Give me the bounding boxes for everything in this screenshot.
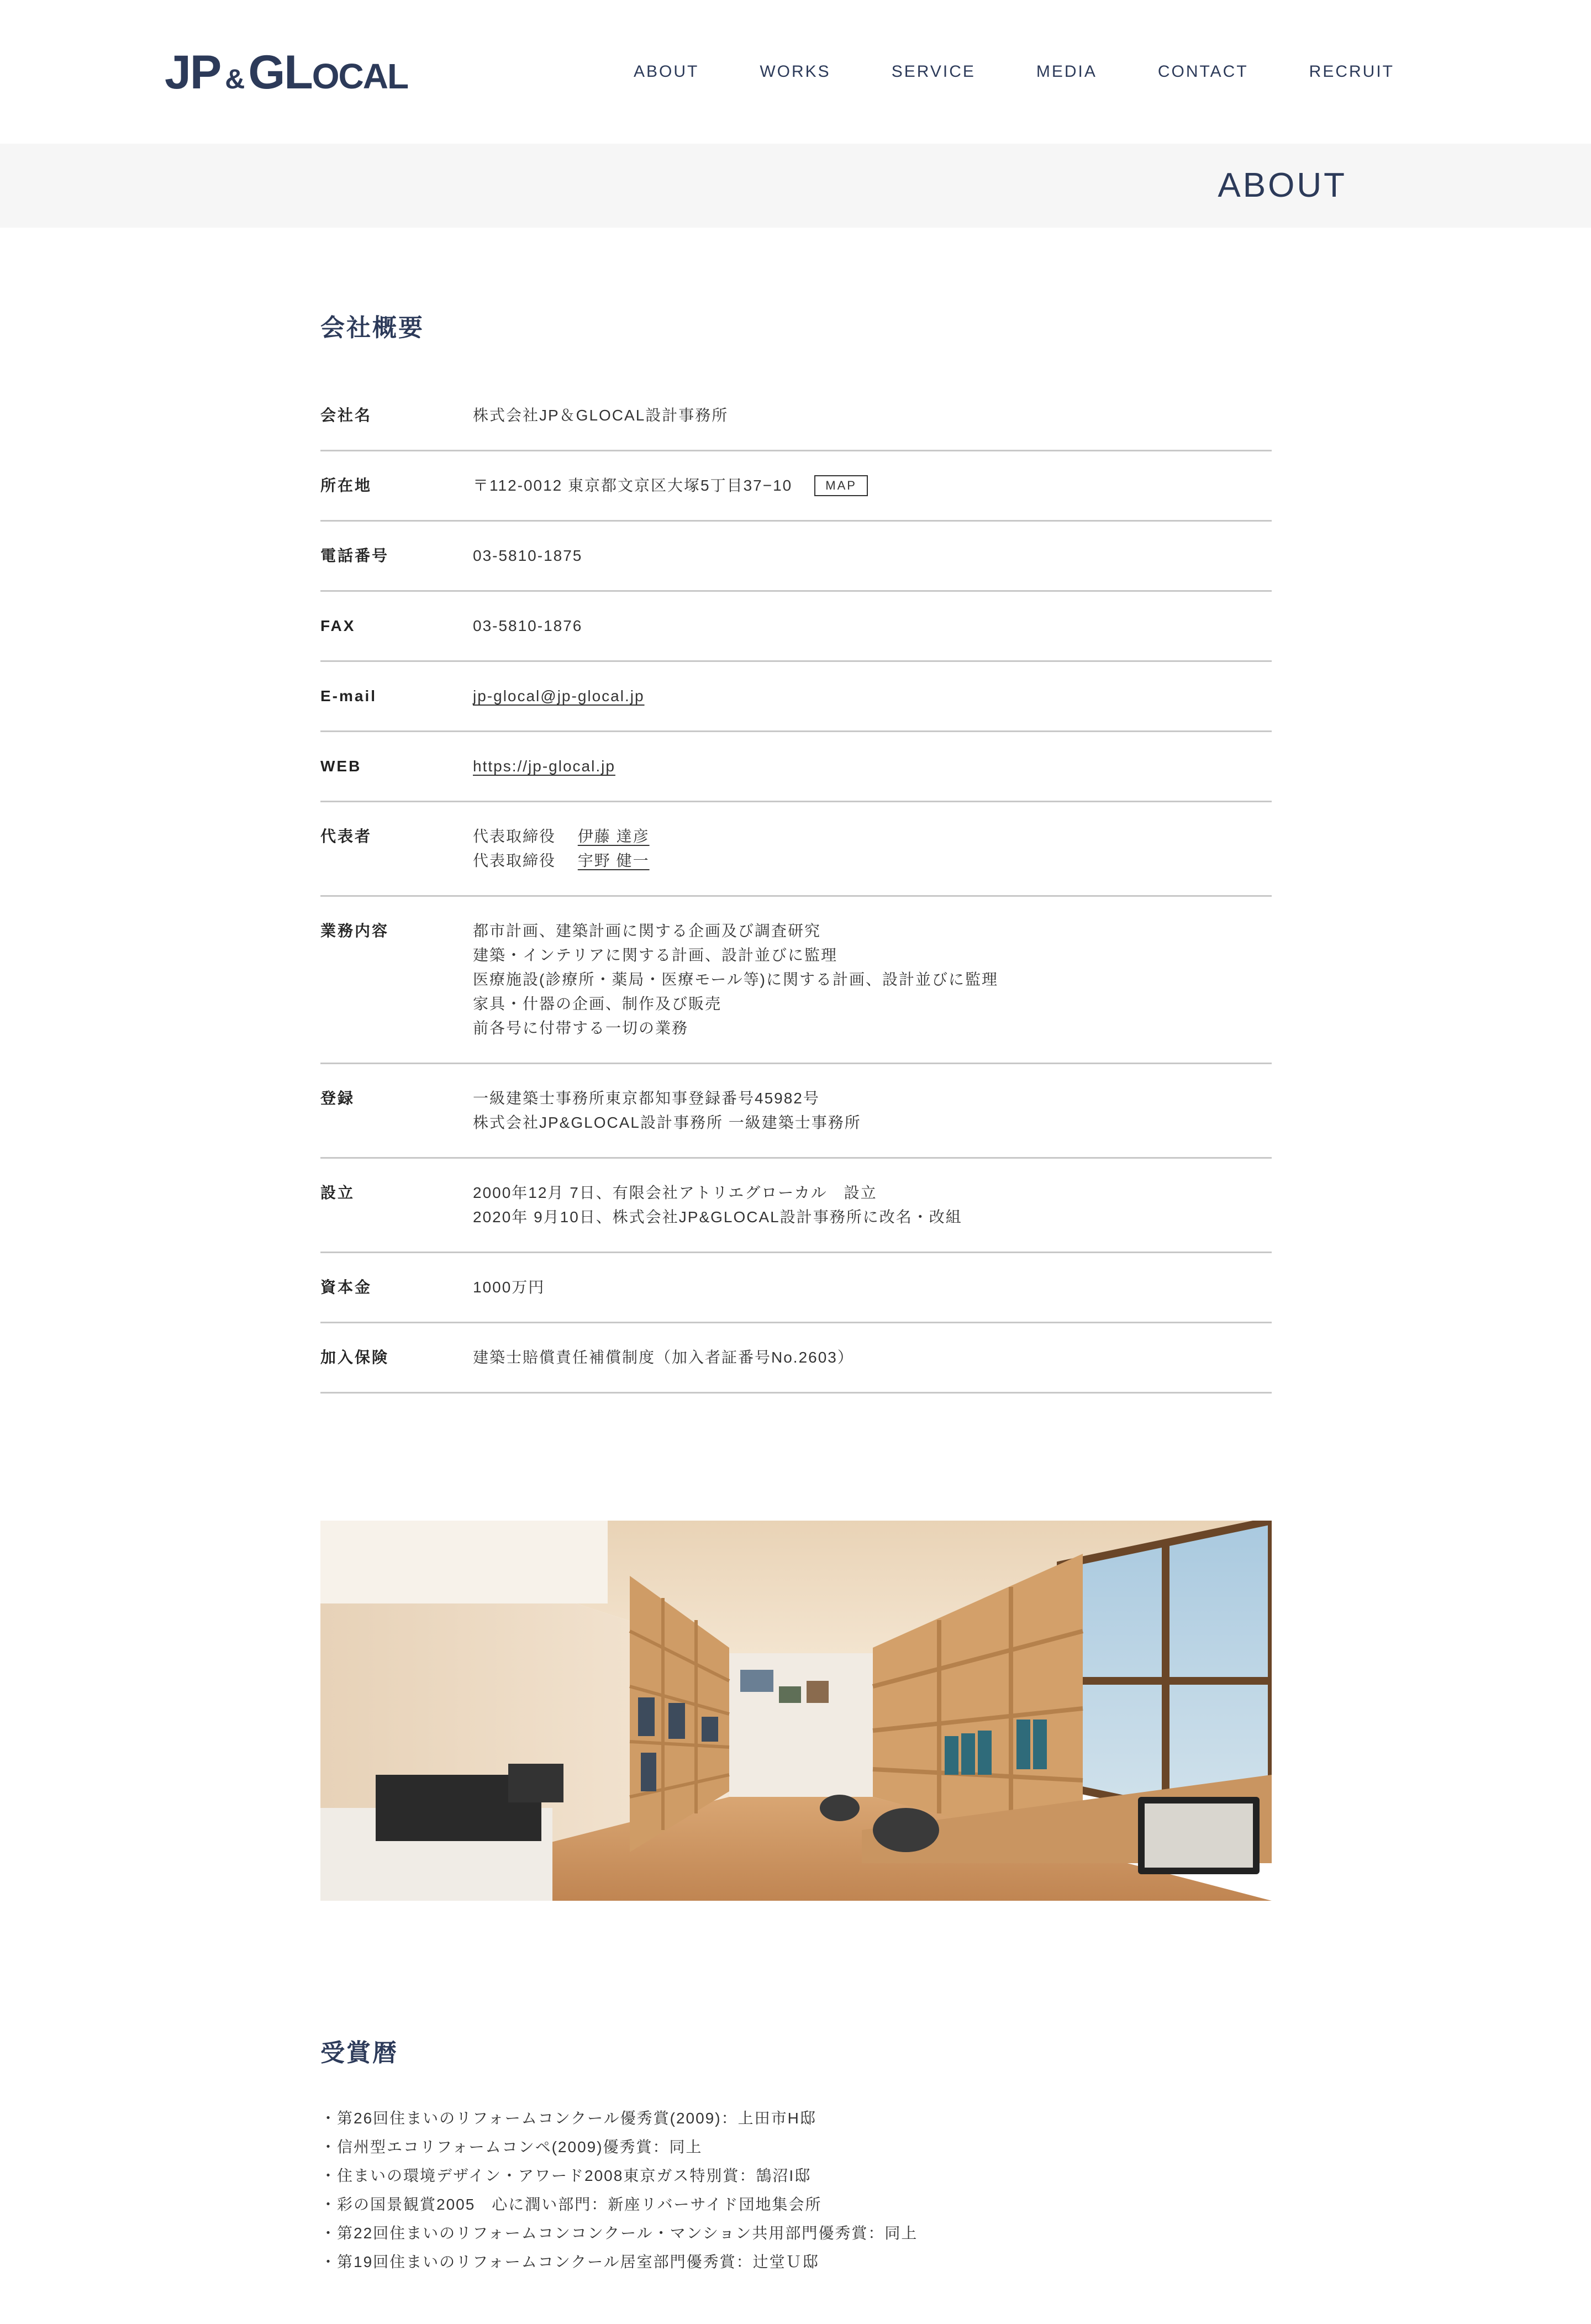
established-line: 2020年 9月10日、株式会社JP&GLOCAL設計事務所に改名・改組 (473, 1208, 962, 1226)
site-header (0, 0, 1591, 144)
awards-heading: 受賞暦 (320, 2039, 398, 2067)
row-label: 所在地 (320, 477, 372, 494)
profile-row-representatives (320, 802, 1272, 897)
company-profile-heading: 会社概要 (320, 314, 424, 341)
row-label: WEB (320, 758, 362, 775)
business-line: 前各号に付帯する一切の業務 (473, 1019, 689, 1037)
insurance-value: 建築士賠償責任補償制度（加入者証番号No.2603） (473, 1349, 854, 1366)
profile-row-fax (320, 592, 1272, 662)
fax-value: 03-5810-1876 (473, 617, 583, 634)
row-label: 設立 (320, 1184, 355, 1201)
address-text: 〒112-0012 東京都文京区大塚5丁目37−10 (473, 477, 793, 494)
web-value (473, 754, 1272, 779)
tel-value: 03-5810-1875 (473, 547, 583, 564)
row-label: 業務内容 (320, 922, 389, 939)
logo-ocal: OCAL (312, 56, 408, 96)
map-button[interactable]: MAP (814, 475, 868, 496)
row-label: FAX (320, 617, 356, 634)
site-logo[interactable] (165, 46, 408, 99)
row-label: 電話番号 (320, 547, 389, 564)
business-value (473, 919, 1272, 1040)
profile-row-web (320, 732, 1272, 802)
nav-recruit[interactable]: RECRUIT (1309, 62, 1394, 81)
representative-link[interactable]: 伊藤 達彦 (577, 828, 650, 845)
company-profile-table (320, 381, 1272, 1394)
award-item: ・第26回住まいのリフォームコンクール優秀賞(2009)：上田市H邸 (320, 2110, 816, 2127)
award-item: ・信州型エコリフォームコンペ(2009)優秀賞：同上 (320, 2138, 703, 2155)
email-value (473, 684, 1272, 708)
awards-list (320, 2104, 918, 2276)
representative-1 (473, 824, 1272, 849)
award-item: ・住まいの環境デザイン・アワード2008東京ガス特別賞：鵠沼I邸 (320, 2167, 812, 2184)
nav-about[interactable]: ABOUT (634, 62, 699, 81)
office-interior-image (320, 1521, 1272, 1901)
company-name: 株式会社JP＆GLOCAL設計事務所 (473, 407, 729, 424)
profile-row-tel (320, 522, 1272, 592)
profile-row-capital (320, 1253, 1272, 1323)
registration-line: 株式会社JP&GLOCAL設計事務所 一級建築士事務所 (473, 1114, 861, 1131)
row-label: 会社名 (320, 407, 372, 424)
representatives-value (473, 824, 1272, 873)
award-item: ・第19回住まいのリフォームコンクール居室部門優秀賞：辻堂Ｕ邸 (320, 2253, 819, 2270)
logo-jp: JP (165, 46, 221, 99)
established-line: 2000年12月 7日、有限会社アトリエグローカル 設立 (473, 1184, 877, 1201)
business-line: 家具・什器の企画、制作及び販売 (473, 995, 722, 1012)
row-label: E-mail (320, 687, 377, 704)
profile-row-email (320, 662, 1272, 732)
business-line: 都市計画、建築計画に関する企画及び調査研究 (473, 922, 821, 939)
nav-media[interactable]: MEDIA (1036, 62, 1097, 81)
profile-row-established (320, 1159, 1272, 1253)
award-item: ・彩の国景観賞2005 心に潤い部門：新座リバーサイド団地集会所 (320, 2196, 822, 2213)
profile-row-registration (320, 1064, 1272, 1159)
profile-row-insurance (320, 1323, 1272, 1394)
logo-gl: GL (248, 46, 312, 99)
web-link[interactable]: https://jp-glocal.jp (473, 758, 615, 775)
profile-row-business (320, 897, 1272, 1064)
logo-ampersand: & (225, 64, 244, 94)
row-label: 資本金 (320, 1279, 372, 1296)
established-value (473, 1181, 1272, 1229)
award-item: ・第22回住まいのリフォームコンコンクール・マンション共用部門優秀賞：同上 (320, 2225, 918, 2242)
row-label: 加入保険 (320, 1349, 389, 1366)
page-title: ABOUT (1218, 166, 1347, 204)
address-value (473, 474, 1272, 498)
business-line: 医療施設(診療所・薬局・医療モール等)に関する計画、設計並びに監理 (473, 971, 998, 988)
profile-row-company (320, 381, 1272, 451)
global-nav (573, 62, 1394, 82)
nav-service[interactable]: SERVICE (891, 62, 976, 81)
email-link[interactable]: jp-glocal@jp-glocal.jp (473, 687, 645, 704)
registration-value (473, 1086, 1272, 1135)
profile-row-address (320, 451, 1272, 522)
capital-value: 1000万円 (473, 1279, 545, 1296)
row-label: 登録 (320, 1090, 355, 1107)
representative-link[interactable]: 宇野 健一 (577, 852, 650, 869)
page-title-band (0, 144, 1591, 228)
representative-2 (473, 849, 1272, 873)
representative-role: 代表取締役 (473, 852, 556, 869)
representative-role: 代表取締役 (473, 828, 556, 845)
nav-works[interactable]: WORKS (760, 62, 831, 81)
registration-line: 一級建築士事務所東京都知事登録番号45982号 (473, 1090, 820, 1107)
row-label: 代表者 (320, 828, 372, 845)
business-line: 建築・インテリアに関する計画、設計並びに監理 (473, 947, 838, 964)
nav-contact[interactable]: CONTACT (1157, 62, 1248, 81)
